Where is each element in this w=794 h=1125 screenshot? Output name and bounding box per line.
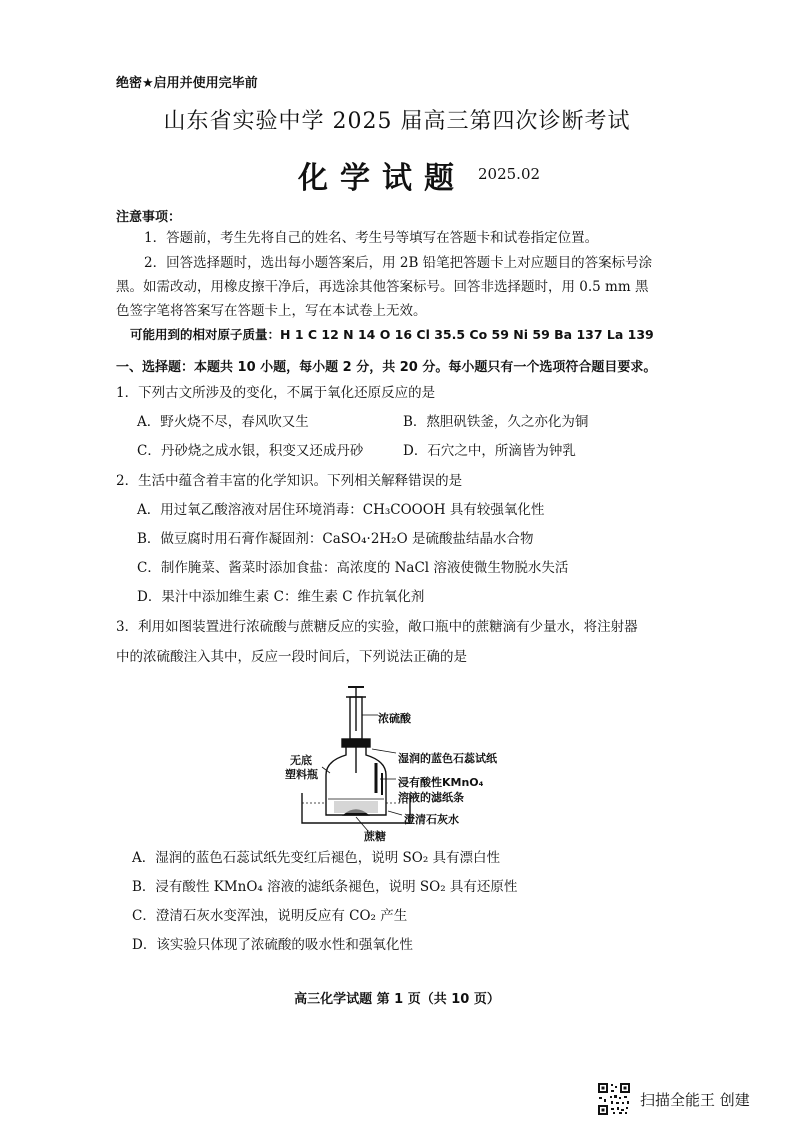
q3-stem-line-2: 中的浓硫酸注入其中，反应一段时间后，下列说法正确的是 — [116, 649, 467, 665]
q1-option-a: A．野火烧不尽，春风吹又生 — [137, 414, 309, 430]
q3-stem-line-1: 3．利用如图装置进行浓硫酸与蔗糖反应的实验，敞口瓶中的蔗糖滴有少量水，将注射器 — [116, 619, 638, 635]
q2-option-d: D．果汁中添加维生素 C：维生素 C 作抗氧化剂 — [137, 589, 425, 605]
q3-option-c: C．澄清石灰水变浑浊，说明反应有 CO₂ 产生 — [132, 908, 408, 924]
confidential-mark: 绝密★启用并使用完毕前 — [116, 76, 258, 91]
q1-stem: 1．下列古文所涉及的变化，不属于氧化还原反应的是 — [116, 385, 436, 401]
q3-option-a: A．湿润的蓝色石蕊试纸先变红后褪色，说明 SO₂ 具有漂白性 — [132, 850, 501, 866]
q1-option-c: C．丹砂烧之成水银，积变又还成丹砂 — [137, 443, 364, 459]
note-item-2-line-3: 色签字笔将答案写在答题卡上，写在本试卷上无效。 — [116, 303, 427, 319]
subject-title: 化学试题 — [298, 161, 466, 196]
scanner-watermark: 扫描全能王 创建 — [640, 1091, 750, 1109]
note-item-1: 1．答题前，考生先将自己的姓名、考生号等填写在答题卡和试卷指定位置。 — [144, 230, 599, 246]
label-limewater: 澄清石灰水 — [404, 813, 459, 826]
q2-option-c: C．制作腌菜、酱菜时添加食盐：高浓度的 NaCl 溶液使微生物脱水失活 — [137, 560, 569, 576]
q1-option-d: D．石穴之中，所滴皆为钟乳 — [403, 443, 576, 459]
qr-code-icon — [597, 1082, 631, 1116]
label-sucrose: 蔗糖 — [364, 830, 386, 843]
atomic-masses: 可能用到的相对原子质量：H 1 C 12 N 14 O 16 Cl 35.5 Co 59 Ni 59 Ba 137 La 139 — [130, 327, 654, 342]
label-kmno4-line-2: 溶液的滤纸条 — [398, 791, 464, 804]
note-item-2-line-1: 2．回答选择题时，选出每小题答案后，用 2B 铅笔把答题卡上对应题目的答案标号涂 — [144, 255, 653, 271]
page-footer: 高三化学试题 第 1 页（共 10 页） — [294, 992, 500, 1007]
label-kmno4-line-1: 浸有酸性KMnO₄ — [398, 776, 484, 789]
exam-date: 2025.02 — [478, 165, 541, 183]
notes-title: 注意事项： — [116, 210, 182, 225]
q2-option-a: A．用过氧乙酸溶液对居住环境消毒：CH₃COOOH 具有较强氧化性 — [137, 502, 545, 518]
q3-option-b: B．浸有酸性 KMnO₄ 溶液的滤纸条褪色，说明 SO₂ 具有还原性 — [132, 879, 518, 895]
label-bottle-line-1: 无底 — [290, 754, 312, 767]
q2-stem: 2．生活中蕴含着丰富的化学知识。下列相关解释错误的是 — [116, 473, 463, 489]
label-bottle-line-2: 塑料瓶 — [285, 768, 318, 781]
section-1-heading: 一、选择题：本题共 10 小题，每小题 2 分，共 20 分。每小题只有一个选项符合题目要求。 — [116, 360, 657, 375]
q3-option-d: D．该实验只体现了浓硫酸的吸水性和强氧化性 — [132, 937, 413, 953]
q1-option-b: B．熬胆矾铁釜，久之亦化为铜 — [403, 414, 589, 430]
label-conc-sulfuric-acid: 浓硫酸 — [378, 712, 411, 725]
label-litmus-paper: 湿润的蓝色石蕊试纸 — [398, 752, 497, 765]
exam-title: 山东省实验中学 2025 届高三第四次诊断考试 — [163, 109, 631, 134]
q2-option-b: B．做豆腐时用石膏作凝固剂：CaSO₄·2H₂O 是硫酸盐结晶水合物 — [137, 531, 534, 547]
note-item-2-line-2: 黑。如需改动，用橡皮擦干净后，再选涂其他答案标号。回答非选择题时，用 0.5 mm 黑 — [116, 279, 649, 295]
